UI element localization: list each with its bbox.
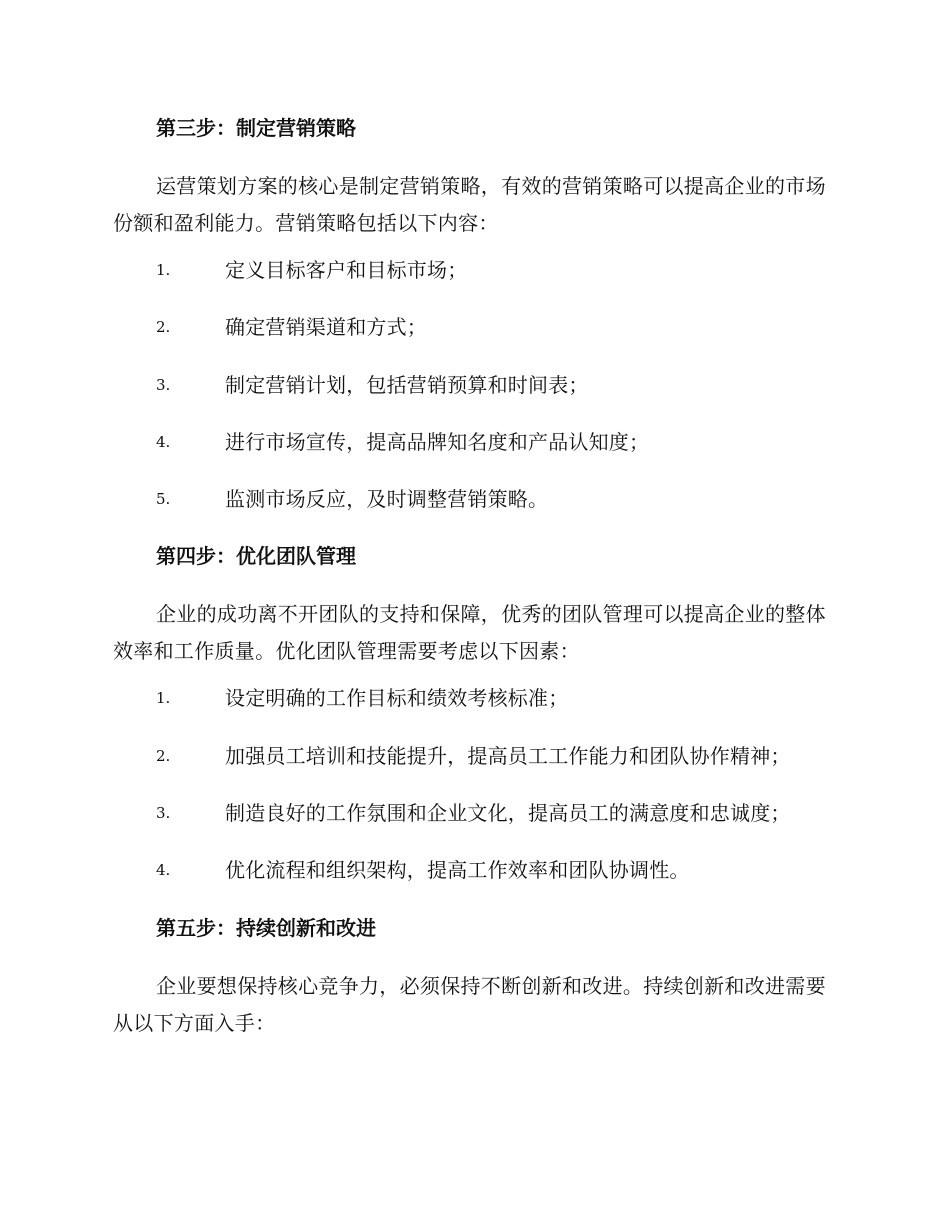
- list-text: 设定明确的工作目标和绩效考核标准；: [225, 686, 569, 711]
- list-item: [113, 357, 830, 414]
- list-item: [113, 785, 830, 842]
- section-paragraph-step-4: 企业的成功离不开团队的支持和保障，优秀的团队管理可以提高企业的整体效率和工作质量。优化团队管理需要考虑以下因素：: [113, 602, 826, 664]
- list-text: 加强员工培训和技能提升，提高员工工作能力和团队协作精神；: [225, 743, 791, 768]
- list-text: 定义目标客户和目标市场；: [225, 258, 468, 282]
- list-text: 制造良好的工作氛围和企业文化，提高员工的满意度和忠诚度；: [225, 801, 791, 826]
- list-number: 5.: [156, 490, 171, 509]
- section-heading-step-4: 第四步：优化团队管理: [156, 544, 356, 569]
- list-item: [113, 842, 830, 899]
- list-number: 3.: [156, 375, 171, 394]
- list-text: 制定营销计划，包括营销预算和时间表；: [225, 372, 589, 397]
- list-text: 优化流程和组织架构，提高工作效率和团队协调性。: [225, 858, 690, 883]
- list-item: [113, 471, 830, 528]
- list-number: 1.: [156, 689, 171, 708]
- list-number: 4.: [156, 432, 171, 451]
- list-item: [113, 670, 830, 727]
- section-heading-step-5: 第五步：持续创新和改进: [156, 915, 376, 940]
- list-item: [113, 728, 830, 785]
- list-text: 确定营销渠道和方式；: [225, 315, 427, 340]
- list-number: 2.: [156, 318, 171, 337]
- list-item: [113, 242, 830, 299]
- list-text: 进行市场宣传，提高品牌知名度和产品认知度；: [225, 429, 650, 454]
- section-list-step-3: [113, 242, 830, 528]
- list-item: [113, 414, 830, 471]
- list-item: [113, 299, 830, 356]
- list-number: 2.: [156, 746, 171, 765]
- list-number: 4.: [156, 861, 171, 880]
- section-paragraph-step-3: 运营策划方案的核心是制定营销策略，有效的营销策略可以提高企业的市场份额和盈利能力。营销策略包括以下内容：: [113, 174, 826, 235]
- list-number: 3.: [156, 804, 171, 823]
- section-list-step-4: [113, 670, 830, 899]
- section-paragraph-step-5: 企业要想保持核心竞争力，必须保持不断创新和改进。持续创新和改进需要从以下方面入手：: [113, 973, 826, 1035]
- list-text: 监测市场反应，及时调整营销策略。: [225, 487, 549, 512]
- section-heading-step-3: 第三步：制定营销策略: [156, 116, 356, 140]
- list-number: 1.: [156, 261, 171, 279]
